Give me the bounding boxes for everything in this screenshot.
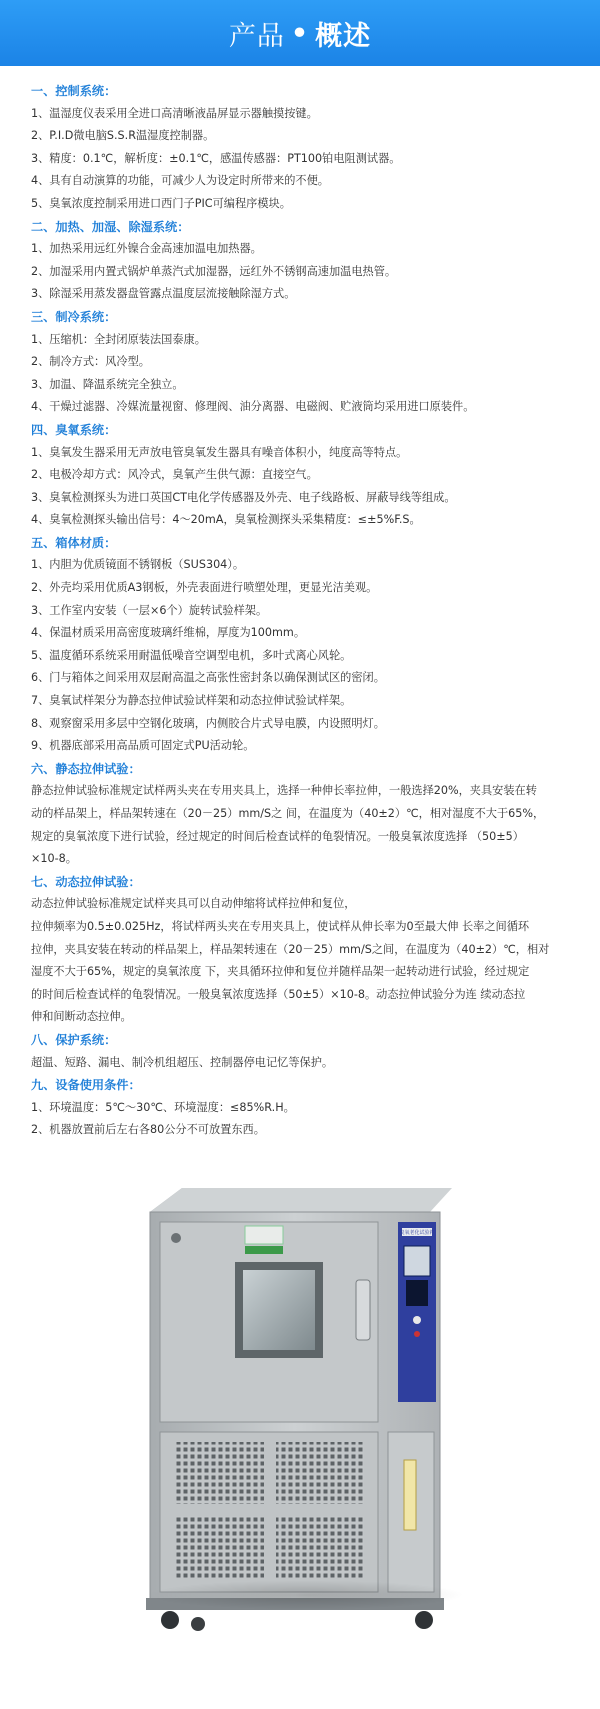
section-line: 2、机器放置前后左右各80公分不可放置东西。 <box>31 1123 265 1137</box>
section-line: 3、加温、降温系统完全独立。 <box>31 377 184 391</box>
section-line: 3、工作室内安装（一层×6个）旋转试验样架。 <box>31 603 268 617</box>
section-line: 1、环境温度：5℃～30℃、环境湿度：≤85%R.H。 <box>31 1100 295 1114</box>
section-line: 4、干燥过滤器、冷媒流量视窗、修理阀、油分离器、电磁阀、贮液筒均采用进口原装件。 <box>31 400 475 414</box>
section-line: 5、温度循环系统采用耐温低噪音空调型电机，多叶式离心风轮。 <box>31 648 352 662</box>
door-handle <box>356 1280 370 1340</box>
section-line: 2、制冷方式：风冷型。 <box>31 355 150 369</box>
section-line: 4、具有自动演算的功能，可减少人为设定时所带来的不便。 <box>31 174 329 188</box>
section-title: 一、控制系统： <box>31 84 117 98</box>
ozone-controller <box>406 1280 428 1306</box>
section-line: 2、加湿采用内置式锅炉单蒸汽式加湿器，远红外不锈钢高速加温电热管。 <box>31 264 397 278</box>
side-warning-label <box>404 1460 416 1530</box>
section-line: 4、臭氧检测探头输出信号：4～20mA，臭氧检测探头采集精度：≤±5%F.S。 <box>31 513 421 527</box>
section-line: 2、电极冷却方式：风冷式，臭氧产生供气源：直接空气。 <box>31 468 318 482</box>
section-title: 三、制冷系统： <box>31 309 117 324</box>
caster-wheel-right <box>415 1611 433 1629</box>
section-line: 2、P.I.D微电脑S.S.R温湿度控制器。 <box>31 129 215 143</box>
emergency-button <box>414 1331 420 1337</box>
section-line: 5、臭氧浓度控制采用进口西门子PIC可编程序模块。 <box>31 196 291 210</box>
section-line: 伸和间断动态拉伸。 <box>31 1010 132 1024</box>
section-line: 3、除湿采用蒸发器盘管露点温度层流接触除湿方式。 <box>31 287 296 301</box>
header-title-part1: 产品 <box>228 20 285 52</box>
section-line: 1、臭氧发生器采用无声放电管臭氧发生器具有噪音体积小，纯度高等特点。 <box>31 445 408 459</box>
door-label-sticker <box>245 1226 283 1244</box>
section-line: 1、温湿度仪表采用全进口高清晰液晶屏显示器触摸按键。 <box>31 106 318 120</box>
section-line: 拉伸，夹具安装在转动的样品架上，样品架转速在（20－25）mm/S之间，在温度为（40±2）℃，相对 <box>31 942 550 956</box>
section-line: 9、机器底部采用高品质可固定式PU活动轮。 <box>31 739 255 753</box>
vent-grille-4 <box>276 1516 364 1578</box>
section-line: ×10-8。 <box>31 852 77 866</box>
door-label-stripe <box>245 1246 283 1254</box>
section-title: 七、动态拉伸试验： <box>31 874 141 889</box>
section-line: 2、外壳均采用优质A3钢板，外壳表面进行喷塑处理，更显光洁美观。 <box>31 581 378 595</box>
section-line: 规定的臭氧浓度下进行试验，经过规定的时间后检查试样的龟裂情况。一般臭氧浓度选择 （50±5） <box>31 829 524 843</box>
section-line: 8、观察窗采用多层中空钢化玻璃，内侧胶合片式导电膜，内设照明灯。 <box>31 716 385 730</box>
vent-grille-2 <box>276 1442 364 1504</box>
page-header-banner <box>0 0 600 66</box>
section-line: 静态拉伸试验标准规定试样两头夹在专用夹具上，选择一种伸长率拉伸，一般选择20%，夹具安装在转 <box>31 784 537 798</box>
overview-content <box>31 80 579 1142</box>
vent-grille-3 <box>176 1516 264 1578</box>
section-line: 湿度不大于65%，规定的臭氧浓度 下，夹具循环拉伸和复位并随样品架一起转动进行试验，经过规定 <box>31 965 530 979</box>
power-switch <box>413 1316 421 1324</box>
section-line: 3、精度：0.1℃，解析度：±0.1℃，感温传感器：PT100铂电阻测试器。 <box>31 151 401 165</box>
header-title-part2: 概述 <box>315 20 372 52</box>
header-title-dot: • <box>290 17 310 49</box>
section-line: 6、门与箱体之间采用双层耐高温之高张性密封条以确保测试区的密闭。 <box>31 671 385 685</box>
caster-wheel-mid <box>191 1617 205 1631</box>
cabinet-top <box>150 1188 452 1212</box>
section-title: 五、箱体材质： <box>31 535 117 550</box>
ozone-aging-chamber-illustration <box>0 1180 600 1705</box>
section-title: 二、加热、加湿、除湿系统： <box>31 219 190 234</box>
section-line: 动的样品架上，样品架转速在（20－25）mm/S之 间，在温度为（40±2）℃，相对湿度不大于65%， <box>31 807 545 820</box>
section-title: 四、臭氧系统： <box>31 422 117 437</box>
section-title: 六、静态拉伸试验： <box>31 761 141 776</box>
section-line: 1、内胆为优质镜面不锈钢板（SUS304）。 <box>31 558 245 572</box>
section-line: 拉伸频率为0.5±0.025Hz，将试样两头夹在专用夹具上，使试样从伸长率为0至最大伸 长率之间循环 <box>31 919 530 933</box>
section-line: 3、臭氧检测探头为进口英国CT电化学传感器及外壳、电子线路板、屏蔽导线等组成。 <box>31 490 456 504</box>
touch-screen <box>404 1246 430 1276</box>
section-title: 九、设备使用条件： <box>31 1078 141 1093</box>
section-line: 动态拉伸试验标准规定试样夹具可以自动伸缩将试样拉伸和复位， <box>31 897 356 911</box>
observation-window-glass <box>243 1270 315 1350</box>
control-panel-label: 臭氧老化试验箱 <box>399 1230 435 1236</box>
caster-wheel-left <box>161 1611 179 1629</box>
section-line: 1、压缩机：全封闭原装法国泰康。 <box>31 332 206 346</box>
floor-shadow <box>145 1580 465 1610</box>
cable-port <box>171 1233 181 1243</box>
section-title: 八、保护系统： <box>31 1032 117 1047</box>
product-image <box>0 1180 600 1705</box>
section-line: 1、加热采用远红外镍合金高速加温电加热器。 <box>31 242 262 256</box>
section-line: 4、保温材质采用高密度玻璃纤维棉，厚度为100mm。 <box>31 626 306 640</box>
section-line: 的时间后检查试样的龟裂情况。一般臭氧浓度选择（50±5）×10-8。动态拉伸试验分为连 续动态拉 <box>31 987 526 1001</box>
section-line: 超温、短路、漏电、制冷机组超压、控制器停电记忆等保护。 <box>31 1055 334 1069</box>
vent-grille-1 <box>176 1442 264 1504</box>
section-line: 7、臭氧试样架分为静态拉伸试验试样架和动态拉伸试验试样架。 <box>31 694 352 708</box>
